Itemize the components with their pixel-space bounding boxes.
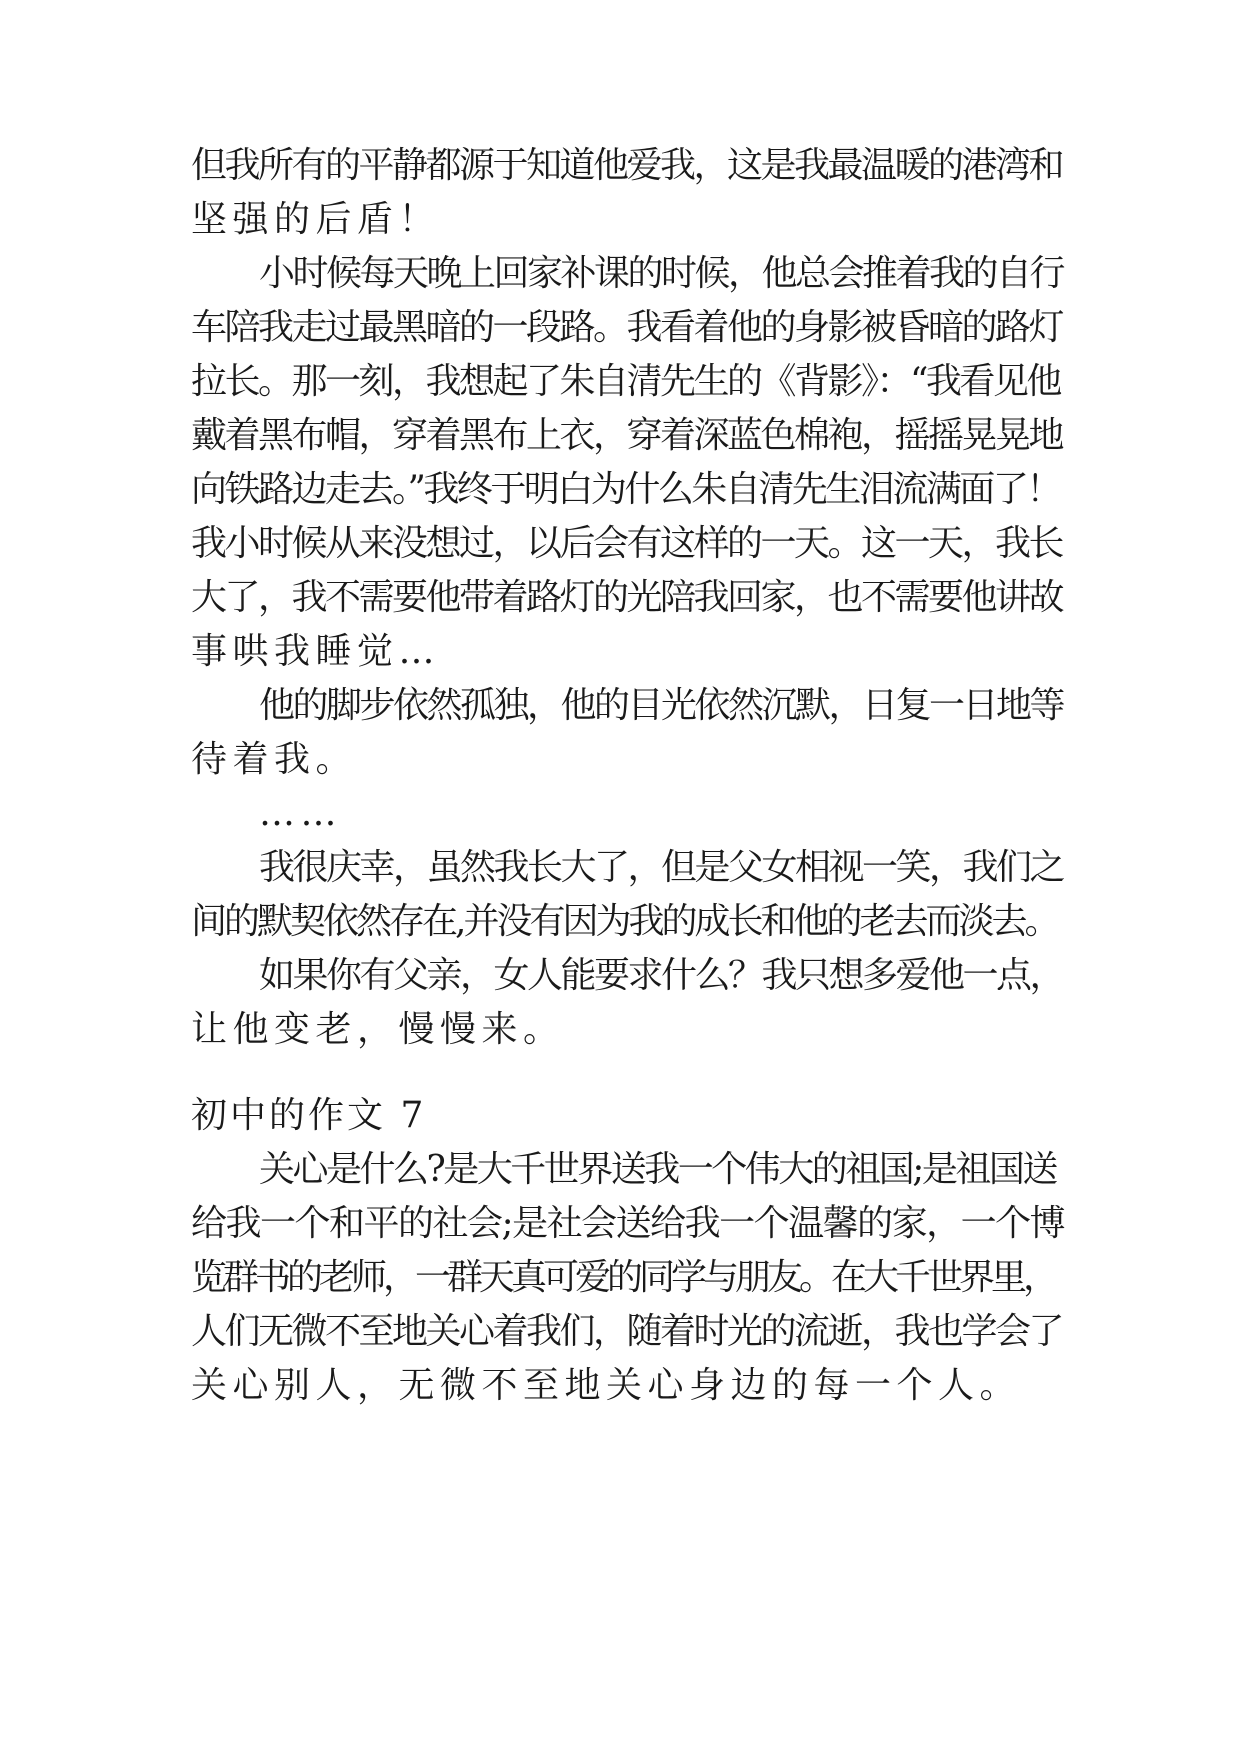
- paragraph-line: 拉长。那一刻，我想起了朱自清先生的《背影》：“我看见他: [191, 361, 1060, 402]
- paragraph-line: 关心别人，无微不至地关心身边的每一个人。: [191, 1365, 1022, 1406]
- paragraph-line: 我很庆幸，虽然我长大了，但是父女相视一笑，我们之: [259, 847, 1064, 888]
- paragraph-line: 待着我。: [191, 739, 358, 780]
- paragraph-line: 事哄我睡觉…: [191, 631, 441, 672]
- section-heading: 初中的作文 7: [191, 1095, 427, 1136]
- paragraph-line: 我小时候从来没想过，以后会有这样的一天。这一天，我长: [191, 523, 1063, 564]
- paragraph-line: 览群书的老师，一群天真可爱的同学与朋友。在大千世界里，: [191, 1257, 1056, 1298]
- paragraph-line: 人们无微不至地关心着我们，随着时光的流逝，我也学会了: [191, 1311, 1063, 1352]
- paragraph-line: 车陪我走过最黑暗的一段路。我看着他的身影被昏暗的路灯: [191, 307, 1063, 348]
- paragraph-line: 关心是什么?是大千世界送我一个伟大的祖国;是祖国送: [259, 1149, 1056, 1190]
- paragraph-line: 但我所有的平静都源于知道他爱我，这是我最温暖的港湾和: [191, 145, 1063, 186]
- paragraph-line: 间的默契依然存在,并没有因为我的成长和他的老去而淡去。: [191, 901, 1058, 942]
- paragraph-line: 给我一个和平的社会;是社会送给我一个温馨的家，一个博: [191, 1203, 1065, 1244]
- ellipsis-line: ……: [259, 793, 342, 834]
- paragraph-line: 如果你有父亲，女人能要求什么？我只想多爱他一点，: [259, 955, 1064, 996]
- paragraph-line: 戴着黑布帽，穿着黑布上衣，穿着深蓝色棉袍，摇摇晃晃地: [191, 415, 1063, 456]
- paragraph-line: 向铁路边走去。”我终于明白为什么朱自清先生泪流满面了！: [191, 469, 1060, 510]
- paragraph-line: 他的脚步依然孤独，他的目光依然沉默，日复一日地等: [259, 685, 1064, 726]
- paragraph-line: 让他变老，慢慢来。: [191, 1009, 565, 1050]
- paragraph-line: 小时候每天晚上回家补课的时候，他总会推着我的自行: [259, 253, 1064, 294]
- paragraph-line: 大了，我不需要他带着路灯的光陪我回家，也不需要他讲故: [191, 577, 1063, 618]
- paragraph-line: 坚强的后盾！: [191, 199, 441, 240]
